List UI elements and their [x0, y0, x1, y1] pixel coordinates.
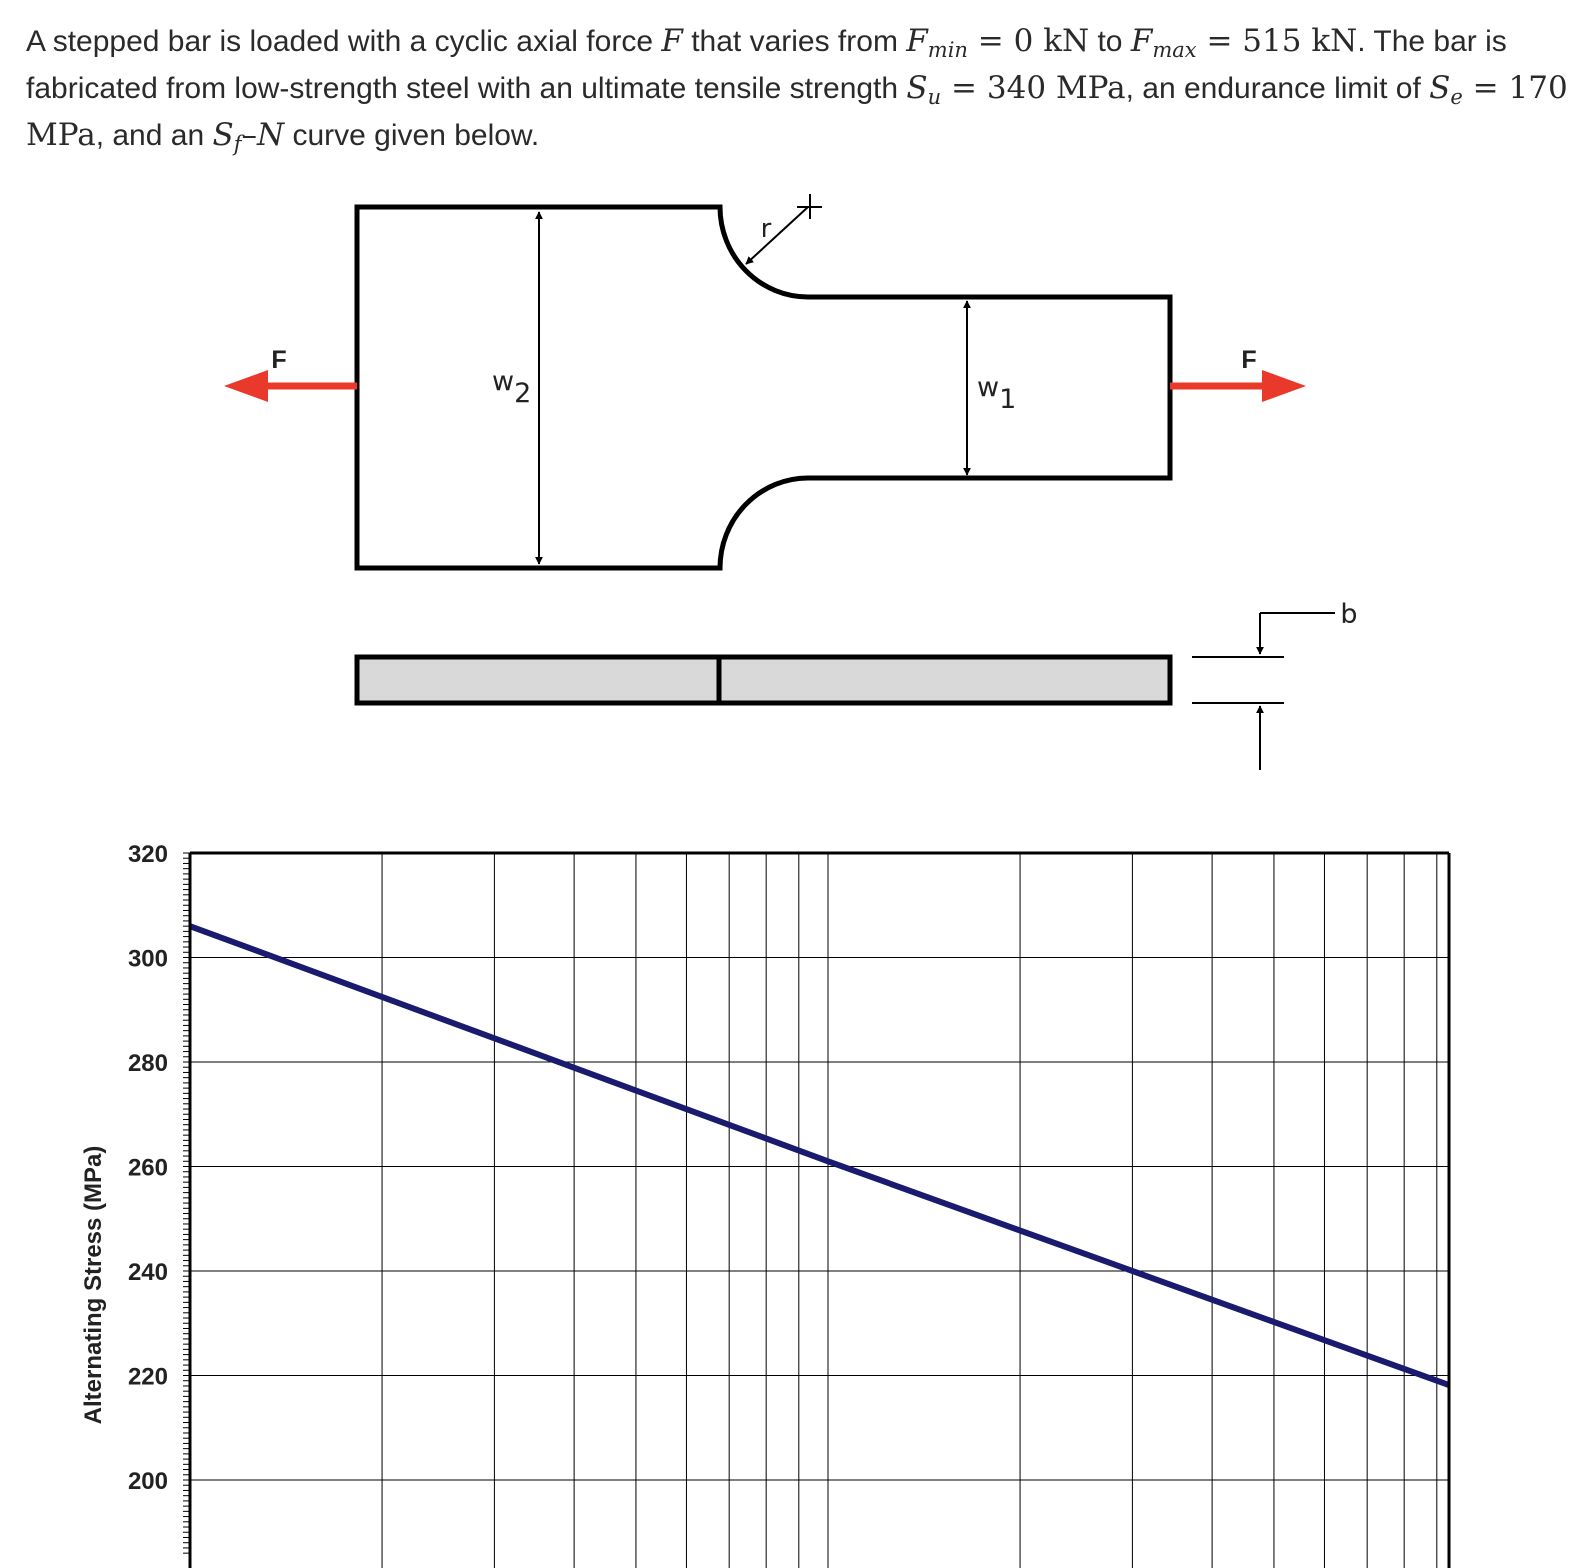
- y-tick-label: 260: [127, 1154, 168, 1182]
- y-axis-label: Alternating Stress (MPa): [80, 1145, 107, 1425]
- y-tick-labels: [128, 841, 168, 1495]
- su-equation: $S_u = 340$ MPa: [906, 70, 1126, 109]
- radius-label: r: [760, 214, 772, 244]
- sf-n-symbol: $S_f-N$: [212, 117, 285, 156]
- problem-text-5: , an endurance limit of: [1125, 72, 1430, 105]
- force-label-left: F: [271, 346, 287, 374]
- problem-text-4: . The bar is fabricated from low-strength steel with an ultimate tensile strength: [26, 25, 1507, 105]
- problem-text-6: , and an: [95, 119, 213, 152]
- problem-text-2: that varies from: [682, 25, 907, 58]
- thickness-label: b: [1340, 599, 1358, 630]
- y-gridlines: [190, 958, 1449, 1481]
- y-tick-label: 220: [127, 1363, 168, 1391]
- problem-text-1: A stepped bar is loaded with a cyclic axial force: [26, 25, 662, 58]
- problem-text-3: to: [1089, 25, 1131, 58]
- w2-label: w2: [492, 366, 532, 409]
- fmax-equation: $F_{max} = 515$ kN: [1130, 23, 1358, 62]
- y-tick-label: 320: [127, 841, 168, 868]
- y-tick-label: 200: [127, 1468, 168, 1495]
- y-tick-label: 300: [127, 945, 168, 973]
- force-label-right: F: [1241, 346, 1257, 374]
- se-equation: $S_e = 170$ MPa: [26, 70, 1568, 153]
- x-gridlines: [382, 853, 1437, 1568]
- y-tick-label: 280: [127, 1050, 168, 1077]
- w1-label: w1: [977, 372, 1017, 415]
- fmin-equation: $F_{min} = 0$ kN: [906, 23, 1090, 62]
- y-tick-label: 240: [127, 1259, 168, 1286]
- problem-text-7: curve given below.: [284, 119, 540, 152]
- force-symbol: F: [661, 23, 683, 59]
